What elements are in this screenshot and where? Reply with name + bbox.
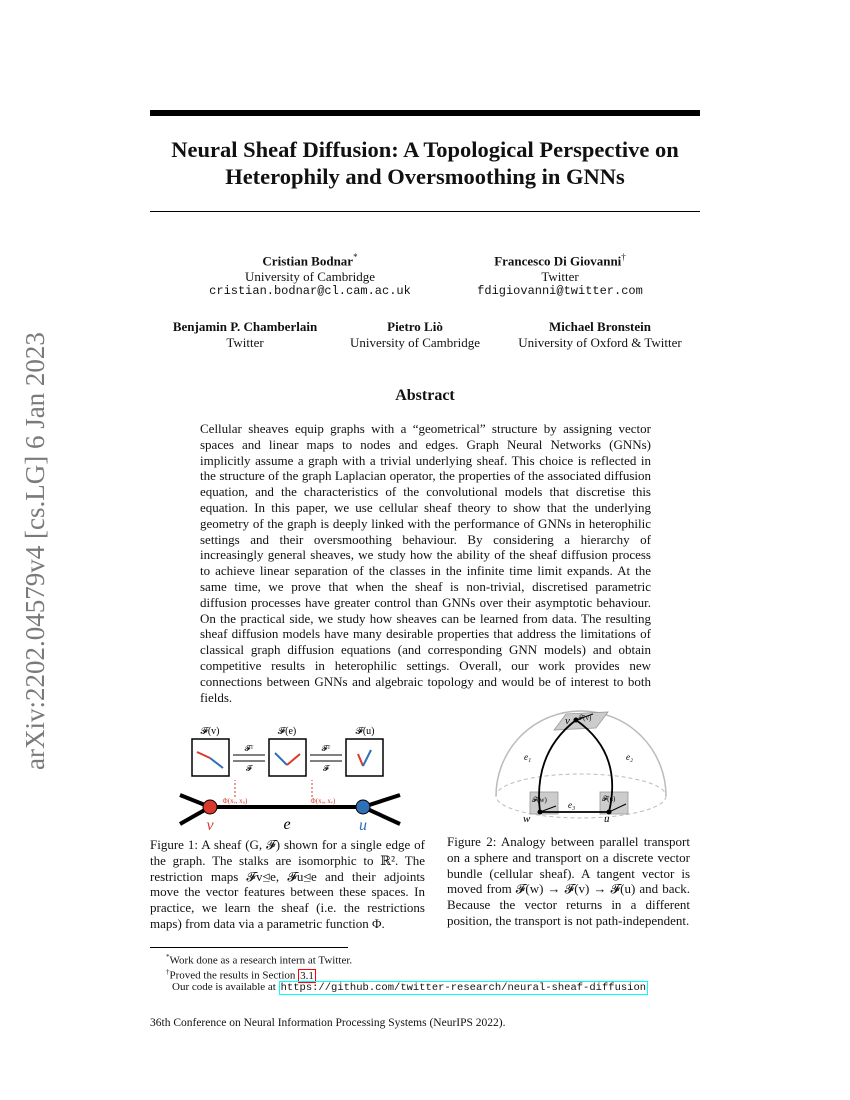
title-top-rule	[150, 110, 700, 116]
arxiv-sidebar-stamp: arXiv:2202.04579v4 [cs.LG] 6 Jan 2023	[20, 332, 50, 770]
node-u	[356, 800, 370, 814]
github-link[interactable]: https://github.com/twitter-research/neural-sheaf-diffusion	[280, 982, 647, 994]
figure-1-caption-label: Figure 1:	[150, 837, 198, 852]
label-edge-e: e	[283, 816, 291, 833]
label-e1: e₁	[524, 752, 532, 762]
author-name: Francesco Di Giovanni	[494, 253, 622, 269]
author-name: Pietro Liò	[387, 319, 443, 334]
footnote-rule	[150, 947, 348, 948]
footnote-2: †Proved the results in Section 3.1	[166, 968, 314, 982]
label-Fe: 𝓕(e)	[277, 726, 297, 737]
title-bottom-rule	[150, 211, 700, 212]
node-v	[203, 800, 217, 814]
figure-2-caption	[447, 834, 690, 929]
label-node-u: u	[359, 817, 367, 833]
label-Fv: 𝓕(v)	[200, 726, 220, 737]
label-e3: e₃	[568, 800, 576, 810]
author-affiliation: University of Cambridge	[350, 334, 480, 350]
author-email[interactable]: cristian.bodnar@cl.cam.ac.uk	[209, 284, 411, 299]
figure-2-caption-label: Figure 2:	[447, 834, 497, 849]
stalk-box-u	[346, 739, 383, 776]
section-ref-link[interactable]: 3.1	[300, 969, 314, 982]
author-name: Benjamin P. Chamberlain	[172, 319, 318, 334]
footnote-1-text: Work done as a research intern at Twitter.	[169, 954, 353, 967]
figure-2-sphere-diagram	[488, 708, 673, 830]
title-line-2: Heterophily and Oversmoothing in GNNs	[225, 164, 625, 189]
author-affiliation: Twitter	[226, 334, 264, 350]
label-map-v-transpose: 𝓕ᵀ	[244, 744, 254, 753]
conference-footer: 36th Conference on Neural Information Processing Systems (NeurIPS 2022).	[150, 1017, 506, 1029]
label-e2: e₂	[626, 752, 634, 762]
label-u: u	[604, 813, 610, 825]
label-node-v: v	[206, 817, 214, 833]
author-block-4	[340, 319, 490, 350]
author-affiliation: University of Cambridge	[245, 268, 375, 284]
label-map-u-transpose: 𝓕ᵀ	[321, 744, 331, 753]
author-email[interactable]: fdigiovanni@twitter.com	[477, 284, 643, 299]
label-w: w	[523, 813, 531, 825]
footnote-2-text: Proved the results in Section	[169, 969, 299, 982]
label-Fu: 𝓕(u)	[602, 795, 616, 803]
abstract-heading: Abstract	[395, 387, 455, 404]
author-mark: †	[621, 252, 626, 262]
figure-1-caption-text: A sheaf (G, 𝓕) shown for a single edge of the graph. The stalks are isomorphic to ℝ². The restriction maps 𝓕v⊴e, 𝓕u⊴e and their adjoints move the vector features between these spaces. In practice, we learn the sheaf (i.e. the restrictions maps) from data via a parametric function Φ.	[150, 837, 425, 931]
author-mark: *	[353, 252, 358, 262]
label-Fw: 𝓕(w)	[532, 796, 547, 804]
label-v: v	[565, 715, 570, 727]
label-phi-u: Φ(xᵤ, xᵥ)	[310, 797, 336, 805]
author-affiliation: University of Oxford & Twitter	[518, 334, 682, 350]
abstract-body: Cellular sheaves equip graphs with a “geometrical” structure by assigning vector spaces and linear maps to nodes and edges. Graph Neural Networks (GNNs) implicitly assume a graph with a trivial underlying sheaf. This choice is reflected in the structure of the graph Laplacian operator, the properties of the associated diffusion equation, and the characteristics of the convolutional models that discretise this equation. In this paper, we use cellular sheaf theory to show that the underlying geometry of the graph is deeply linked with the performance of GNNs in heterophilic settings and their oversmoothing behaviour. By considering a hierarchy of increasingly general sheaves, we study how the ability of the sheaf diffusion process to achieve linear separation of the classes in the infinite time limit expands. At the same time, we prove that when the sheaf is non-trivial, discretised parametric diffusion processes have greater control than GNNs over their asymptotic behaviour. On the practical side, we study how sheaves can be learned from data. The resulting sheaf diffusion models have many desirable properties that address the limitations of classical graph diffusion equations (and corresponding GNN models) and obtain competitive results in heterophilic settings. Overall, our work provides new connections between GNNs and algebraic topology and would be of interest to both fields.	[200, 421, 651, 705]
label-phi-v: Φ(xᵥ, xᵤ)	[222, 797, 248, 805]
figure-1-sheaf-diagram	[175, 718, 405, 833]
author-block-3	[150, 319, 340, 350]
author-block-5	[500, 319, 700, 350]
figure-2-caption-text: Analogy between parallel transport on a sphere and transport on a discrete vector bundle (cellular sheaf). A tangent vector is moved from 𝓕(w) → 𝓕(v) → 𝓕(u) and back. Because the vector returns in a different position, the transport is not path-independent.	[447, 834, 690, 928]
label-map-u: 𝓕	[323, 764, 329, 773]
author-name: Cristian Bodnar	[262, 253, 354, 269]
figure-1-caption	[150, 837, 425, 932]
author-block-1	[190, 250, 430, 300]
footnote-3	[172, 980, 700, 995]
label-Fu: 𝓕(u)	[355, 726, 375, 737]
footnote-1: *Work done as a research intern at Twitter.	[166, 953, 353, 967]
label-Fv: 𝓕(v)	[578, 714, 592, 722]
label-map-v: 𝓕	[246, 764, 252, 773]
title-line-1: Neural Sheaf Diffusion: A Topological Perspective on	[171, 137, 679, 162]
author-name: Michael Bronstein	[549, 319, 651, 334]
footnote-3-text: Our code is available at	[172, 981, 279, 993]
author-affiliation: Twitter	[541, 268, 579, 284]
paper-title	[150, 136, 700, 190]
author-block-2	[440, 250, 680, 300]
stalk-box-e	[269, 739, 306, 776]
